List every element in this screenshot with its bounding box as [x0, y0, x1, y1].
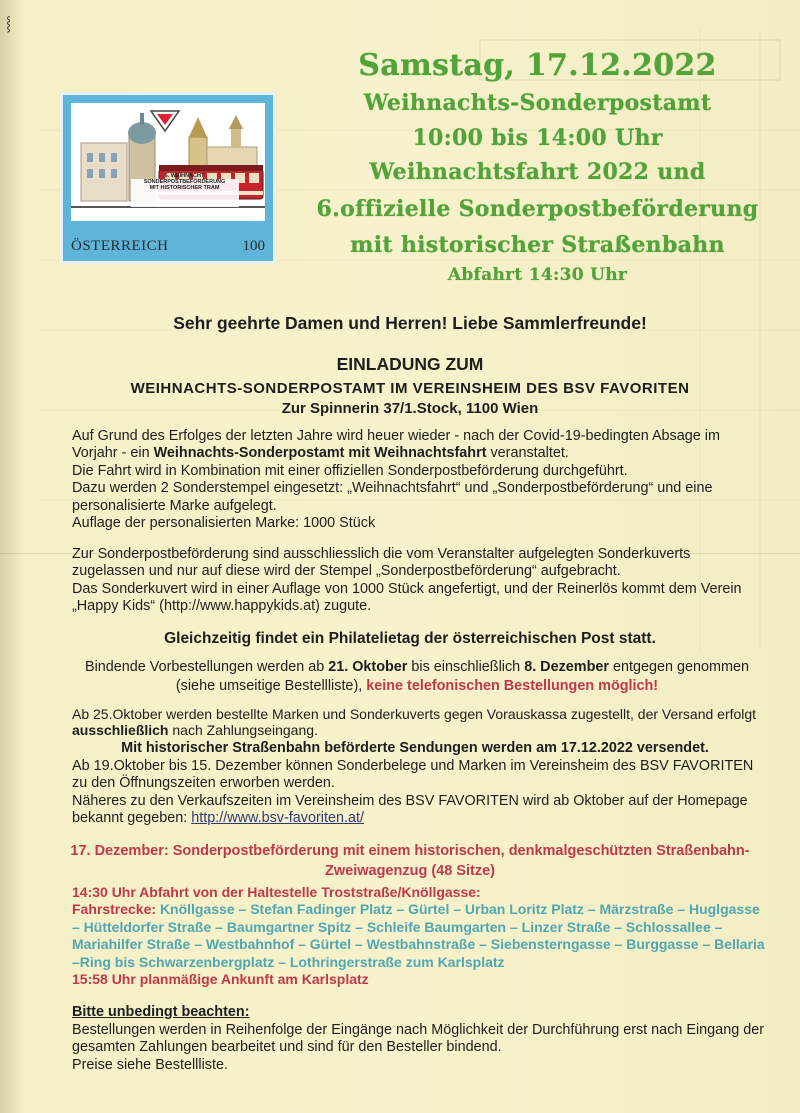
- intro-paragraph: Auf Grund des Erfolges der letzten Jahre wird heuer wieder - nach der Covid-19-bedingten Absage im Vorjahr - ein Weihnachts-Sonderpostamt mit Weihnachtsfahrt veranstaltet. Die Fahrt wird in Kombination mit einer offiziellen Sonderpostbeförderung durchgeführt. Dazu werden 2 Sonderstempel eingesetzt: „Weihnachtsfahrt“ und „Sonderpostbeförderung“ und eine personalisierte Marke aufgelegt. Auflage der personalisierten Marke: 1000 Stück: [72, 428, 720, 532]
- homepage-link[interactable]: http://www.bsv-favoriten.at/: [191, 810, 364, 827]
- december-17-heading: 17. Dezember: Sonderpostbeförderung mit einem historischen, denkmalgeschützten Straßenbahn-Zweiwagenzug (48 Sitze): [70, 843, 750, 879]
- header-line-5: 6.offizielle Sonderpostbeförderung: [316, 196, 759, 222]
- header-departure: Abfahrt 14:30 Uhr: [447, 265, 628, 285]
- stamp-image: [71, 103, 265, 221]
- tram-church-illustration: [71, 103, 265, 221]
- header-line-2: Weihnachts-Sonderpostamt: [363, 90, 712, 116]
- invitation-subtitle: WEIHNACHTS-SONDERPOSTAMT IM VEREINSHEIM DES BSV FAVORITEN: [130, 380, 690, 397]
- verkauf-paragraph: Ab 19.Oktober bis 15. Dezember können Sonderbelege und Marken im Vereinsheim des BSV FAVORITEN zu den Öffnungszeiten erworben werden. Näheres zu den Verkaufszeiten im Vereinsheim des BSV FAVORITEN wird ab Oktober auf der Homepage bekannt gegeben: http://www.bsv-favoriten.at/: [72, 758, 754, 827]
- invitation-address: Zur Spinnerin 37/1.Stock, 1100 Wien: [281, 400, 539, 417]
- auflage-paragraph: Das Sonderkuvert wird in einer Auflage von 1000 Stück angefertigt, und der Reinerlös kommt dem Verein „Happy Kids“ (http://www.happykids.at) zugute.: [72, 581, 742, 615]
- stamp-value: 100: [242, 238, 265, 254]
- versand-date: Mit historischer Straßenbahn beförderte Sendungen werden am 17.12.2022 versendet.: [121, 740, 709, 756]
- stamp-country: ÖSTERREICH: [71, 238, 169, 254]
- header-hours: 10:00 bis 14:00 Uhr: [412, 125, 663, 151]
- notice-title: Bitte unbedingt beachten:: [72, 1004, 250, 1020]
- greeting: Sehr geehrte Damen und Herren! Liebe Sammlerfreunde!: [173, 313, 647, 333]
- notice-prices: Preise siehe Bestellliste.: [72, 1056, 228, 1073]
- notice-section: [72, 1004, 772, 1074]
- route-section: [72, 884, 767, 988]
- route-departure: 14:30 Uhr Abfahrt von der Haltestelle Troststraße/Knöllgasse:: [72, 884, 481, 900]
- paper-edge: [0, 0, 22, 1113]
- route-stops: Fahrstrecke: Knöllgasse – Stefan Fadinger Platz – Gürtel – Urban Loritz Platz – Märzstraße – Huglgasse – Hütteldorfer Straße – Baumgartner Spitz – Schleife Baumgarten – Linzer Straße – Schlossallee – Mariahilfer Straße – Westbahnhof – Gürtel – Westbahnstraße – Siebensterngasse – Burggasse – Bellaria –Ring bis Schwarzenbergplatz – Lothringerstraße zum Karlsplatz: [72, 901, 765, 970]
- stamp-caption: 6. WEIHNACHT SONDERPOSTBEFÖRDERUNG MIT HISTORISCHER TRAM: [143, 173, 226, 191]
- invitation-title: EINLADUNG ZUM: [336, 354, 484, 374]
- event-date: Samstag, 17.12.2022: [358, 48, 717, 83]
- route-arrival: 15:58 Uhr planmäßige Ankunft am Karlsplatz: [72, 971, 369, 988]
- versand-paragraph: Ab 25.Oktober werden bestellte Marken und Sonderkuverts gegen Vorauskassa zugestellt, der Versand erfolgt ausschließlich nach Zahlungseingang.: [72, 706, 757, 738]
- personalized-stamp: [60, 92, 276, 264]
- vorbestellung-paragraph: Bindende Vorbestellungen werden ab 21. Oktober bis einschließlich 8. Dezember entgegen genommen (siehe umseitige Bestellliste), keine telefonischen Bestellungen möglich!: [84, 659, 749, 694]
- header-line-6: mit historischer Straßenbahn: [350, 232, 725, 258]
- header-line-4: Weihnachtsfahrt 2022 und: [369, 159, 706, 185]
- pen-mark: ⸾: [6, 15, 12, 31]
- philatelietag-heading: Gleichzeitig findet ein Philatelietag der österreichischen Post statt.: [164, 630, 656, 647]
- notice-text: Bestellungen werden in Reihenfolge der Eingänge nach Möglichkeit der Durchführung erst nach Eingang der gesamten Zahlungen bearbeitet und sind für den Besteller bindend.: [72, 1021, 764, 1055]
- sonderkuvert-paragraph: Zur Sonderpostbeförderung sind ausschliesslich die vom Veranstalter aufgelegten Sonderkuverts zugelassen und nur auf diese wird der Stempel „Sonderpostbeförderung“ aufgebracht.: [72, 546, 691, 580]
